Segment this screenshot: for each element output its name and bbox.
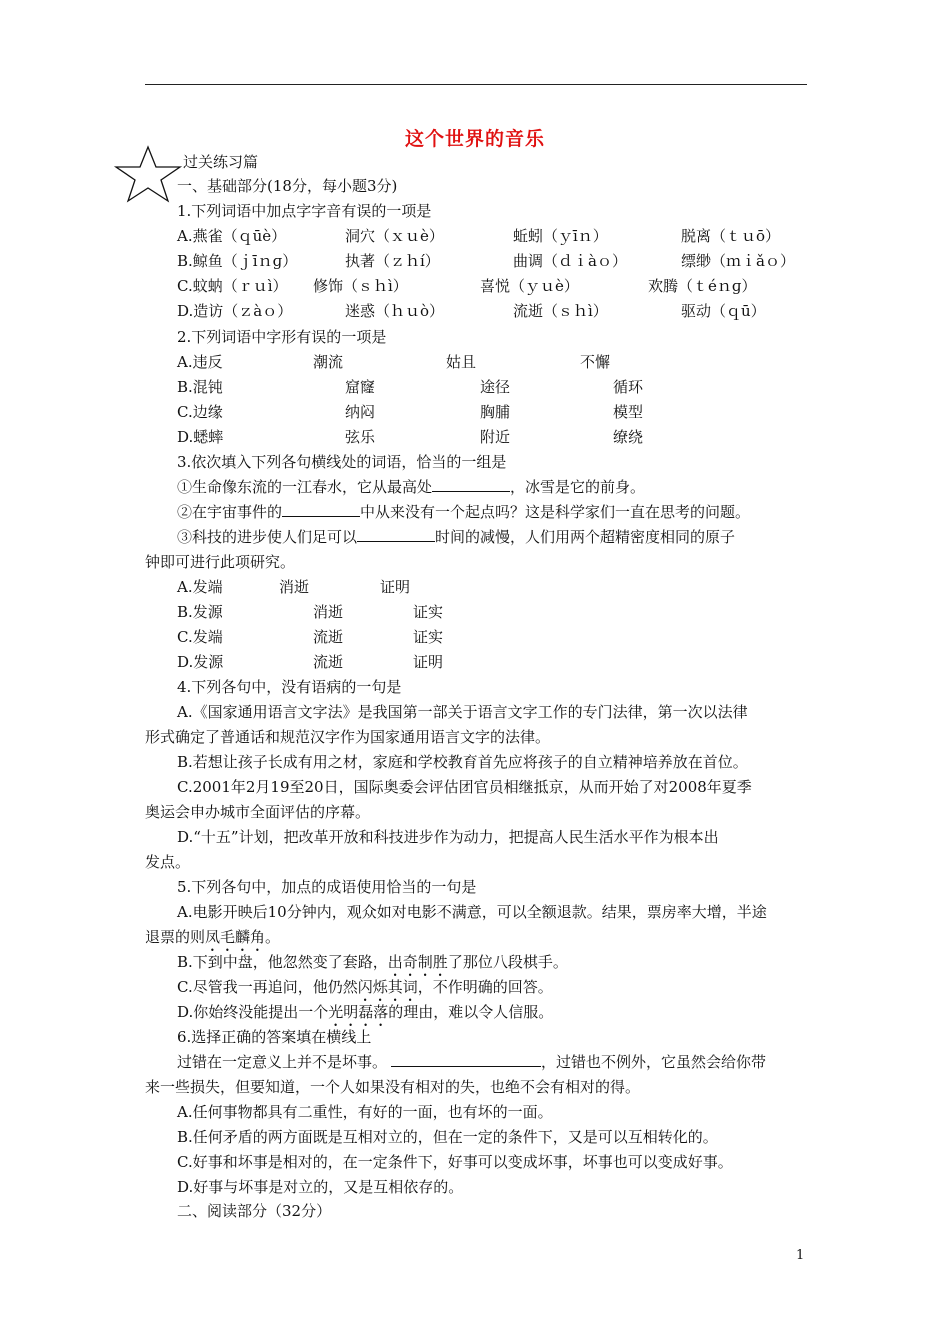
q4-option-d: D.“十五”计划，把改革开放和科技进步作为动力，把提高人民生活水平作为根本出 bbox=[177, 828, 719, 846]
q6-blank bbox=[391, 1052, 541, 1067]
q3-s2-part-a: ②在宇宙事件的 bbox=[177, 503, 283, 521]
q3-s2-part-b: 中从来没有一个起点吗？这是科学家们一直在思考的问题。 bbox=[360, 503, 751, 521]
q2-a-3: 姑且 bbox=[446, 353, 477, 371]
q5-c-idiom: 闪烁其词 bbox=[357, 978, 418, 996]
q2-a-2: 潮流 bbox=[313, 353, 344, 371]
q1-d-2: 迷惑（ｈｕò） bbox=[345, 302, 445, 320]
q1-b-1: B.鲸鱼（ｊīｎɡ） bbox=[177, 252, 298, 270]
q2-c-1: C.边缘 bbox=[177, 403, 223, 421]
q6-option-d: D.好事与坏事是对立的，又是互相依存的。 bbox=[177, 1178, 464, 1196]
q3-d-1: D.发源 bbox=[177, 653, 224, 671]
q5-option-a: A.电影开映后10分钟内，观众如对电影不满意，可以全额退款。结果，票房率大增，半途 bbox=[177, 903, 767, 921]
q3-b-2: 消逝 bbox=[313, 603, 344, 621]
q5-d-idiom: 光明磊落 bbox=[328, 1003, 389, 1021]
q6-p1-part-b: ，过错也不例外，它虽然会给你带 bbox=[541, 1053, 767, 1071]
q2-d-3: 附近 bbox=[480, 428, 511, 446]
q2-b-3: 途径 bbox=[480, 378, 511, 396]
q1-stem: 1.下列词语中加点字字音有误的一项是 bbox=[177, 202, 432, 220]
q2-b-2: 窟窿 bbox=[345, 378, 376, 396]
q5-option-a-cont bbox=[145, 927, 280, 955]
q1-b-4: 缥缈（ｍｉǎｏ） bbox=[681, 252, 795, 270]
q2-d-1: D.蟋蟀 bbox=[177, 428, 224, 446]
q6-option-a: A.任何事物都具有二重性，有好的一面，也有坏的一面。 bbox=[177, 1103, 553, 1121]
q5-b-pre: B.下到中盘，他忽然变了套路， bbox=[177, 953, 388, 971]
q4-option-c: C.2001年2月19至20日，国际奥委会评估团官员相继抵京，从而开始了对2008年夏季 bbox=[177, 778, 752, 796]
q5-d-pre: D.你始终没能提出一个 bbox=[177, 1003, 329, 1021]
q3-s3-blank bbox=[357, 527, 435, 542]
q5-a-pre: 退票的则 bbox=[145, 928, 206, 946]
q5-option-c bbox=[177, 977, 553, 1005]
q6-stem: 6.选择正确的答案填在横线上 bbox=[177, 1028, 372, 1046]
page-number: 1 bbox=[796, 1248, 805, 1263]
q3-c-1: C.发端 bbox=[177, 628, 223, 646]
q3-c-2: 流逝 bbox=[313, 628, 344, 646]
part1-heading: 一、基础部分(18分，每小题3分) bbox=[177, 177, 398, 195]
q6-passage-1 bbox=[177, 1052, 766, 1072]
q1-a-3: 蚯蚓（ｙīｎ） bbox=[513, 227, 608, 245]
q3-b-3: 证实 bbox=[413, 603, 444, 621]
q5-b-post: 了那位八段棋手。 bbox=[447, 953, 568, 971]
q2-c-4: 模型 bbox=[613, 403, 644, 421]
q2-b-1: B.混钝 bbox=[177, 378, 223, 396]
q1-c-2: 修饰（ｓｈì） bbox=[313, 277, 408, 295]
q5-option-d bbox=[177, 1002, 553, 1030]
q3-sentence-2 bbox=[177, 502, 750, 522]
q6-passage-2: 来一些损失，但要知道，一个人如果没有相对的失，也绝不会有相对的得。 bbox=[145, 1078, 641, 1096]
q4-option-a-cont: 形式确定了普通话和规范汉字作为国家通用语言文字的法律。 bbox=[145, 728, 551, 746]
q4-option-d-cont: 发点。 bbox=[145, 853, 191, 871]
header-rule bbox=[145, 84, 807, 85]
q5-c-pre: C.尽管我一再追问，他仍然 bbox=[177, 978, 358, 996]
q1-c-1: C.蚊蚋（ｒｕì） bbox=[177, 277, 288, 295]
q3-a-1: A.发端 bbox=[177, 578, 223, 596]
part2-heading: 二、阅读部分（32分） bbox=[177, 1202, 332, 1220]
q1-c-4: 欢腾（ｔéｎɡ） bbox=[648, 277, 757, 295]
q6-option-b: B.任何矛盾的两方面既是互相对立的，但在一定的条件下，又是可以互相转化的。 bbox=[177, 1128, 718, 1146]
q3-d-3: 证明 bbox=[413, 653, 444, 671]
q1-c-3: 喜悦（ｙｕè） bbox=[480, 277, 579, 295]
q3-b-1: B.发源 bbox=[177, 603, 223, 621]
q3-c-3: 证实 bbox=[413, 628, 444, 646]
q1-a-4: 脱离（ｔｕō） bbox=[681, 227, 781, 245]
q2-a-4: 不懈 bbox=[580, 353, 611, 371]
q2-a-1: A.违反 bbox=[177, 353, 223, 371]
q3-sentence-3 bbox=[177, 527, 735, 547]
q2-b-4: 循环 bbox=[613, 378, 644, 396]
q3-a-3: 证明 bbox=[380, 578, 411, 596]
q5-d-post: 的理由，难以令人信服。 bbox=[388, 1003, 554, 1021]
q2-c-3: 胸脯 bbox=[480, 403, 511, 421]
q5-a-post: 。 bbox=[265, 928, 281, 946]
q1-d-1: D.造访（ｚàｏ） bbox=[177, 302, 293, 320]
q3-s1-blank bbox=[432, 477, 510, 492]
q4-option-c-cont: 奥运会申办城市全面评估的序幕。 bbox=[145, 803, 371, 821]
q2-c-2: 纳闷 bbox=[345, 403, 376, 421]
section-header: 过关练习篇 bbox=[183, 153, 259, 171]
star-icon bbox=[112, 145, 184, 205]
q3-d-2: 流逝 bbox=[313, 653, 344, 671]
q5-c-post: ，不作明确的回答。 bbox=[417, 978, 553, 996]
q6-option-c: C.好事和坏事是相对的，在一定条件下，好事可以变成坏事，坏事也可以变成好事。 bbox=[177, 1153, 733, 1171]
q3-a-2: 消逝 bbox=[279, 578, 310, 596]
q3-s1-part-b: ，冰雪是它的前身。 bbox=[510, 478, 646, 496]
page-title: 这个世界的音乐 bbox=[404, 128, 545, 150]
q3-sentence-3-cont: 钟即可进行此项研究。 bbox=[145, 553, 296, 571]
q2-d-2: 弦乐 bbox=[345, 428, 376, 446]
q4-option-b: B.若想让孩子长成有用之材，家庭和学校教育首先应将孩子的自立精神培养放在首位。 bbox=[177, 753, 748, 771]
q5-stem: 5.下列各句中，加点的成语使用恰当的一句是 bbox=[177, 878, 477, 896]
q3-s2-blank bbox=[282, 502, 360, 517]
q1-a-1: A.燕雀（ｑūè） bbox=[177, 227, 287, 245]
q5-b-idiom: 出奇制胜 bbox=[387, 953, 448, 971]
q1-d-3: 流逝（ｓｈì） bbox=[513, 302, 608, 320]
q3-stem: 3.依次填入下列各句横线处的词语，恰当的一组是 bbox=[177, 453, 507, 471]
q5-a-idiom: 凤毛麟角 bbox=[205, 928, 266, 946]
q1-a-2: 洞穴（ｘｕè） bbox=[345, 227, 444, 245]
q3-s1-part-a: ①生命像东流的一江春水，它从最高处 bbox=[177, 478, 433, 496]
q5-option-b bbox=[177, 952, 568, 980]
q2-d-4: 缭绕 bbox=[613, 428, 644, 446]
q6-p1-part-a: 过错在一定意义上并不是坏事。 bbox=[177, 1053, 388, 1071]
q4-stem: 4.下列各句中，没有语病的一句是 bbox=[177, 678, 402, 696]
q3-s3-part-b: 时间的减慢，人们用两个超精密度相同的原子 bbox=[435, 528, 736, 546]
q3-sentence-1 bbox=[177, 477, 645, 497]
q1-b-3: 曲调（ｄｉàｏ） bbox=[513, 252, 627, 270]
q1-b-2: 执著（ｚｈí） bbox=[345, 252, 440, 270]
q3-s3-part-a: ③科技的进步使人们足可以 bbox=[177, 528, 358, 546]
q1-d-4: 驱动（ｑū） bbox=[681, 302, 766, 320]
q4-option-a: A.《国家通用语言文字法》是我国第一部关于语言文字工作的专门法律，第一次以法律 bbox=[177, 703, 748, 721]
q2-stem: 2.下列词语中字形有误的一项是 bbox=[177, 328, 387, 346]
